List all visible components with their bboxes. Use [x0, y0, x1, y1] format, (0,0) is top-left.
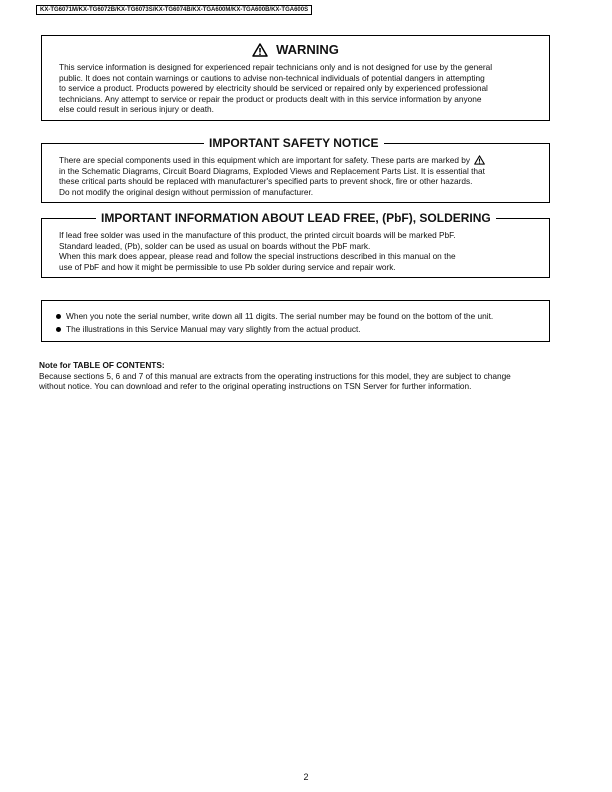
note-text: The illustrations in this Service Manual may vary slightly from the actual product. [66, 324, 361, 334]
warning-triangle-icon [252, 43, 268, 57]
toc-note-title: Note for TABLE OF CONTENTS: [39, 360, 165, 370]
model-list-header: KX-TG6071M/KX-TG6072B/KX-TG6073S/KX-TG6074B/KX-TGA600M/KX-TGA600B/KX-TGA600S [36, 5, 312, 15]
safety-line [59, 155, 539, 166]
toc-note [39, 360, 559, 392]
warning-title: WARNING [276, 42, 339, 57]
bullet-icon [56, 327, 61, 332]
lead-free-box [41, 211, 550, 278]
bullet-icon [56, 314, 61, 319]
page-number: 2 [303, 772, 309, 782]
safety-line-text: There are special components used in this equipment which are important for safety. These parts are marked by [59, 155, 471, 165]
safety-notice-text [59, 155, 539, 197]
lead-free-line: Standard leaded, (Pb), solder can be used as usual on boards without the PbF mark. [59, 240, 371, 251]
lead-free-line: use of PbF and how it might be permissible to use Pb solder during service and repair work. [59, 261, 396, 272]
warning-line: This service information is designed for experienced repair technicians only and is not designed for use by the general [59, 62, 493, 72]
toc-note-line: Because sections 5, 6 and 7 of this manual are extracts from the operating instructions for this model, they are subject to change [39, 370, 511, 381]
lead-free-line: If lead free solder was used in the manufacture of this product, the printed circuit boards will be marked PbF. [59, 230, 456, 240]
note-text: When you note the serial number, write down all 11 digits. The serial number may be found on the bottom of the unit. [66, 311, 494, 321]
safety-notice-title: IMPORTANT SAFETY NOTICE [204, 135, 384, 151]
warning-text [59, 62, 535, 115]
lead-free-text [59, 230, 539, 272]
safety-line: in the Schematic Diagrams, Circuit Board Diagrams, Exploded Views and Replacement Parts List. It is essential that [59, 165, 485, 176]
notes-list [56, 310, 541, 336]
notes-box [41, 300, 550, 342]
toc-note-line: without notice. You can download and refer to the original operating instructions on TSN Server for further information. [39, 381, 472, 392]
warning-box [41, 35, 550, 121]
safety-mark-icon [474, 155, 485, 165]
lead-free-title: IMPORTANT INFORMATION ABOUT LEAD FREE, (PbF), SOLDERING [96, 210, 496, 226]
warning-line: technicians. Any attempt to service or repair the product or products dealt with in this service information by anyone [59, 93, 482, 104]
list-item [56, 323, 541, 336]
warning-line: public. It does not contain warnings or cautions to advise non-technical individuals of potential dangers in attempting [59, 72, 485, 83]
safety-line: Do not modify the original design without permission of manufacturer. [59, 186, 314, 197]
warning-line: to service a product. Products powered by electricity should be serviced or repaired only by experienced professional [59, 83, 488, 94]
safety-notice-box [41, 136, 550, 203]
list-item [56, 310, 541, 323]
safety-line: these critical parts should be replaced with manufacturer's specified parts to prevent shock, fire or other hazards. [59, 176, 473, 187]
lead-free-line: When this mark does appear, please read and follow the special instructions described in this manual on the [59, 251, 456, 262]
warning-line: else could result in serious injury or death. [59, 104, 214, 115]
warning-heading [42, 42, 549, 58]
